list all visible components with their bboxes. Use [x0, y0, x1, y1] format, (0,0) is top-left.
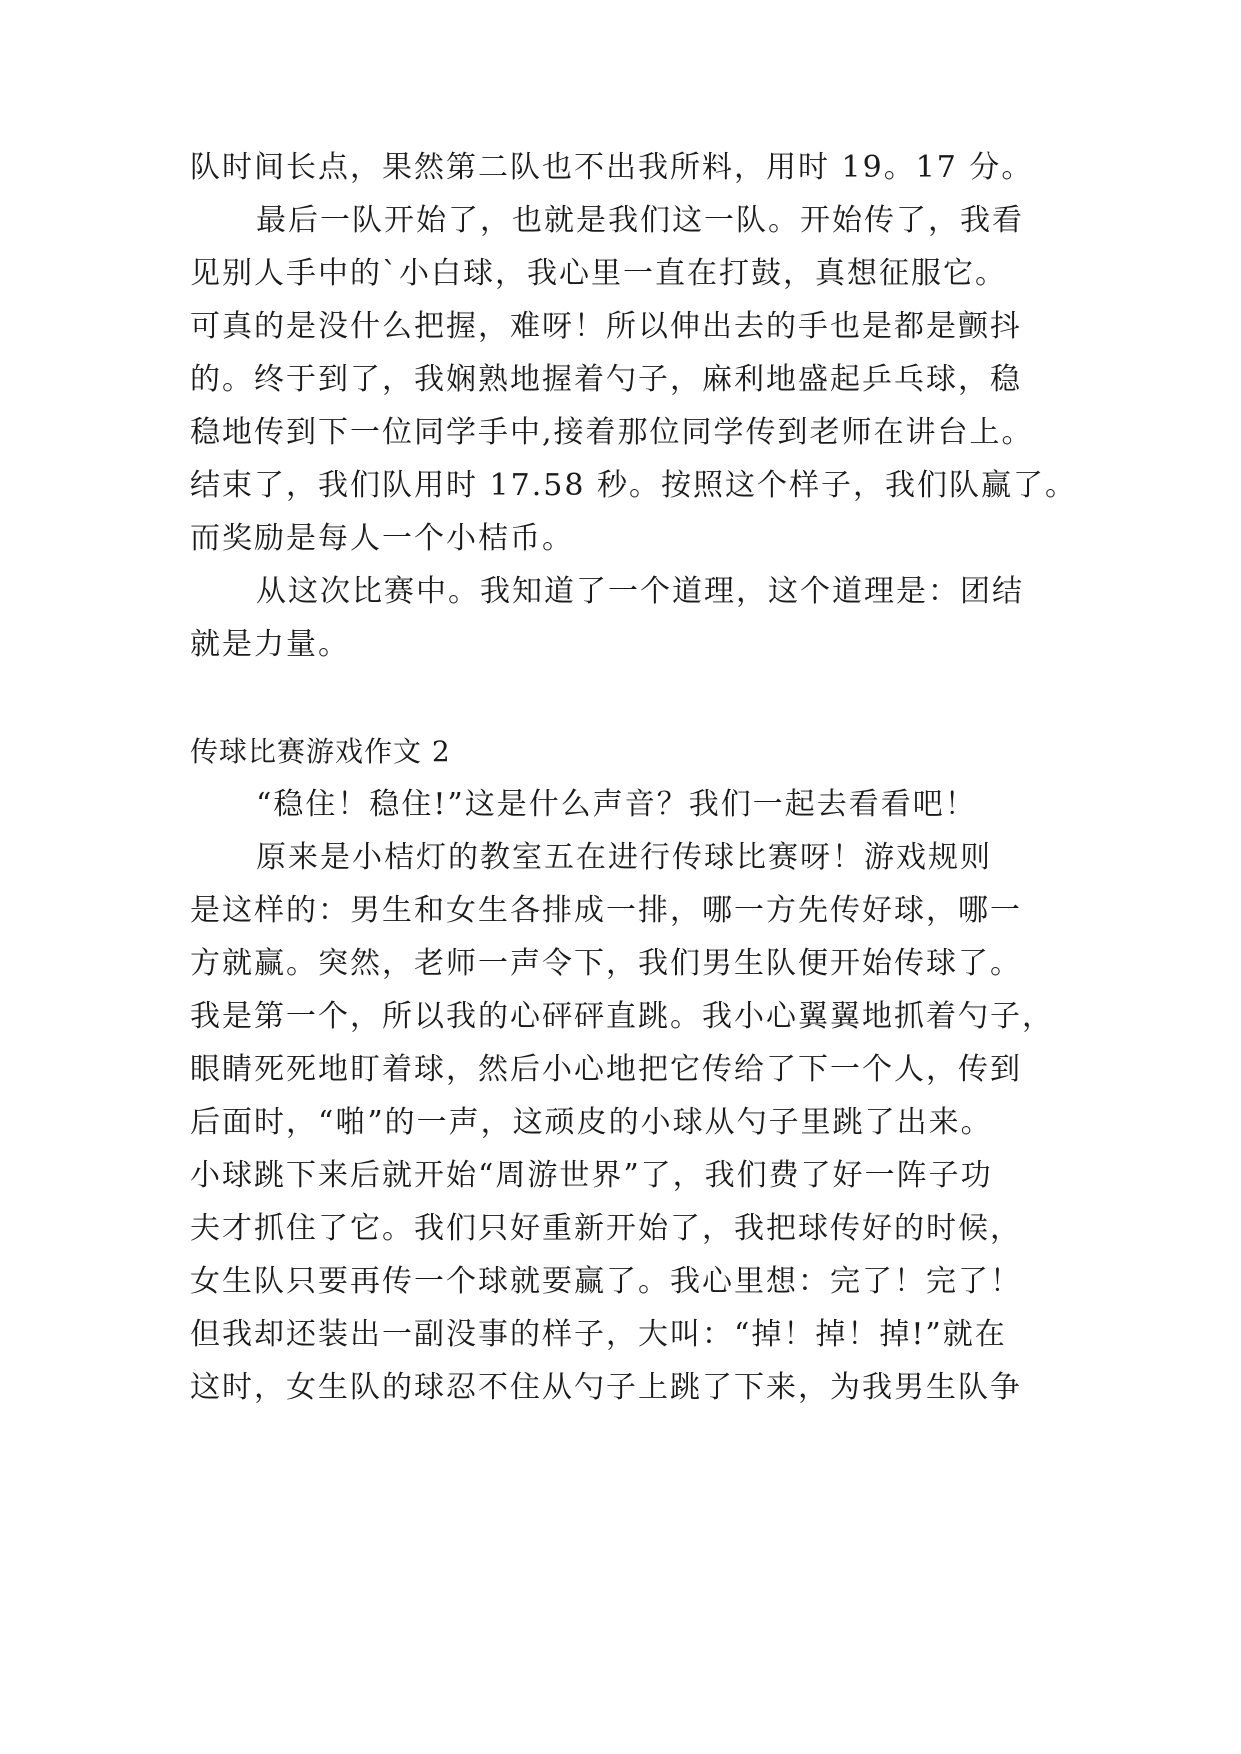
paragraph-line: 见别人手中的`小白球，我心里一直在打鼓，真想征服它。	[190, 256, 1007, 291]
paragraph-line: 的。终于到了，我娴熟地握着勺子，麻利地盛起乒乓球，稳	[190, 362, 1022, 397]
paragraph-line: 就是力量。	[190, 627, 350, 662]
paragraph-line: 而奖励是每人一个小桔币。	[190, 521, 574, 556]
paragraph-line: 小球跳下来后就开始“周游世界”了，我们费了好一阵子功	[190, 1158, 993, 1193]
paragraph-line: 队时间长点，果然第二队也不出我所料，用时 19。17 分。	[190, 150, 1034, 185]
paragraph-line: 这时，女生队的球忍不住从勺子上跳了下来，为我男生队争	[190, 1370, 1022, 1405]
paragraph-line: 可真的是没什么把握，难呀！所以伸出去的手也是都是颤抖	[190, 309, 1022, 344]
paragraph-line: 眼睛死死地盯着球，然后小心地把它传给了下一个人，传到	[190, 1052, 1022, 1087]
paragraph-line: “稳住！稳住!”这是什么声音？我们一起去看看吧！	[256, 787, 977, 822]
paragraph-line: 是这样的：男生和女生各排成一排，哪一方先传好球，哪一	[190, 893, 1022, 928]
paragraph-line: 从这次比赛中。我知道了一个道理，这个道理是：团结	[256, 574, 1024, 609]
paragraph-line: 夫才抓住了它。我们只好重新开始了，我把球传好的时候，	[190, 1211, 1022, 1246]
section-title: 传球比赛游戏作文 2	[190, 735, 451, 768]
paragraph-line: 我是第一个，所以我的心砰砰直跳。我小心翼翼地抓着勺子，	[190, 999, 1054, 1034]
paragraph-line: 但我却还装出一副没事的样子，大叫：“掉！掉！掉!”就在	[190, 1317, 1007, 1352]
paragraph-line: 最后一队开始了，也就是我们这一队。开始传了，我看	[256, 203, 1024, 238]
paragraph-line: 后面时，“啪”的一声，这顽皮的小球从勺子里跳了出来。	[190, 1105, 993, 1140]
paragraph-line: 方就赢。突然，老师一声令下，我们男生队便开始传球了。	[190, 946, 1022, 981]
paragraph-line: 结束了，我们队用时 17.58 秒。按照这个样子，我们队赢了。	[190, 468, 1077, 503]
paragraph-line: 女生队只要再传一个球就要赢了。我心里想：完了！完了！	[190, 1264, 1022, 1299]
paragraph-line: 原来是小桔灯的教室五在进行传球比赛呀！游戏规则	[256, 840, 992, 875]
paragraph-line: 稳地传到下一位同学手中,接着那位同学传到老师在讲台上。	[190, 415, 1034, 450]
